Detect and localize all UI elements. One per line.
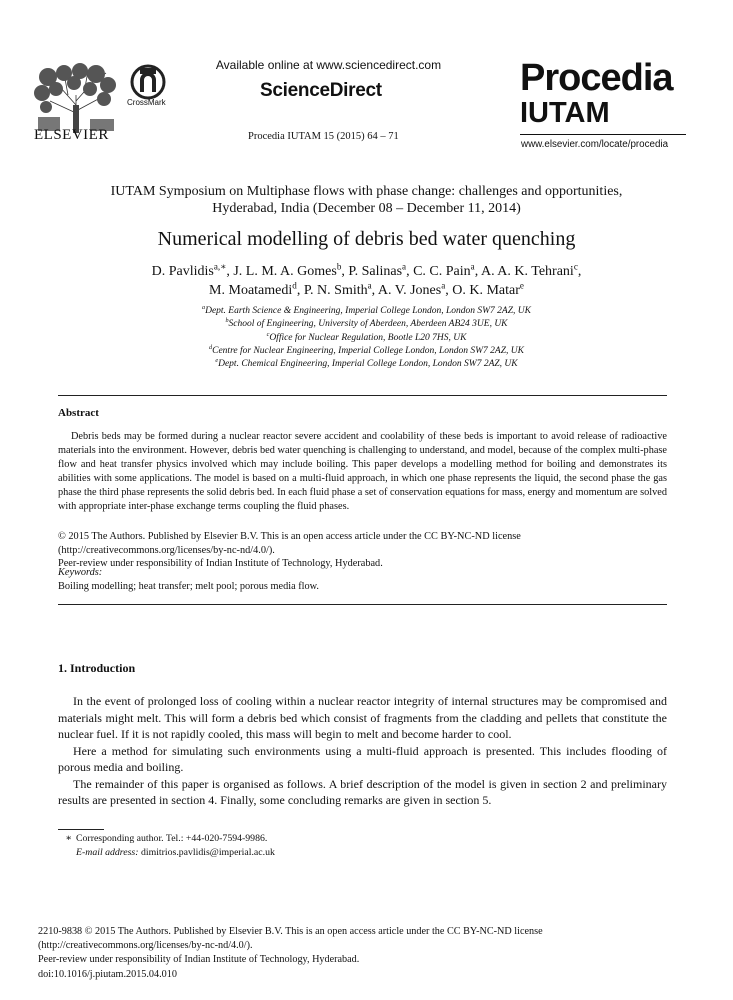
footnote: [58, 832, 275, 860]
license-link[interactable]: (http://creativecommons.org/licenses/by-nc-nd/4.0/).: [58, 544, 275, 556]
paragraph: In the event of prolonged loss of cooling within a nuclear reactor integrity of internal structures may be compromised and materials might melt. This will form a debris bed which consist of fragments from the cladding and pellets that constitute the nuclear fuel. If it is not rapidly cooled, this mass will begin to melt and become harder to cool.: [58, 694, 667, 741]
author-name: D. Pavlidis: [151, 264, 214, 279]
affiliation-text: Office for Nuclear Regulation, Bootle L20 7HS, UK: [269, 332, 467, 343]
author-affiliation-mark: a,∗: [213, 261, 227, 272]
author-separator: ,: [296, 283, 304, 298]
affiliation-text: Centre for Nuclear Engineering, Imperial College London, London SW7 2AZ, UK: [212, 345, 524, 356]
author-line-1: [40, 262, 693, 281]
affiliation: [40, 305, 693, 318]
affiliation-mark: d: [209, 344, 213, 351]
doi[interactable]: doi:10.1016/j.piutam.2015.04.010: [38, 968, 177, 980]
affiliation-text: Dept. Chemical Engineering, Imperial College London, London SW7 2AZ, UK: [218, 359, 518, 370]
license-line: © 2015 The Authors. Published by Elsevier B.V. This is an open access article under the CC BY-NC-ND license: [58, 531, 521, 542]
keywords: Boiling modelling; heat transfer; melt pool; porous media flow.: [58, 581, 319, 592]
introduction-body: [58, 693, 667, 809]
abstract-text: Debris beds may be formed during a nuclear reactor severe accident and coolability of these beds is important to avoid release of radioactive materials into the environment. However, debris bed water quenching is challenging to understand, and model, because of the complex multi-phase flow and heat transfer physics involved which may include boiling. This paper develops a modelling method for boiling and demonstrates its abilities with some applications. The model is based on a multi-fluid approach, in which one phase represents the liquid, the second phase the gas phase the third phase represents the solid debris bed. In each fluid phase a set of conservation equations for mass, energy and momentum are solved with appropriate inter-phase exchange terms coupling the fluid phases.: [58, 431, 667, 512]
affiliations: [40, 305, 693, 371]
keywords-heading: Keywords:: [58, 567, 103, 578]
copyright-footer: [38, 925, 543, 982]
peer-review-note: Peer-review under responsibility of Indian Institute of Technology, Hyderabad.: [38, 954, 360, 966]
author-name: M. Moatamedi: [209, 283, 293, 298]
author-separator: ,: [226, 264, 234, 279]
author-name: C. C. Pain: [413, 264, 471, 279]
paragraph: Here a method for simulating such environments using a multi-fluid approach is presented. This includes flooding of porous media and boiling.: [58, 743, 667, 774]
affiliation-text: Dept. Earth Science & Engineering, Imperial College London, London SW7 2AZ, UK: [205, 306, 531, 316]
section-heading-introduction: 1. Introduction: [58, 661, 136, 675]
author-separator: ,: [474, 264, 481, 279]
sciencedirect-logo[interactable]: ScienceDirect: [260, 80, 382, 101]
author-affiliation-mark: a: [470, 261, 475, 272]
author-affiliation-mark: a: [402, 261, 407, 272]
copyright-line: 2210-9838 © 2015 The Authors. Published by Elsevier B.V. This is an open access article under the CC BY-NC-ND license: [38, 926, 543, 937]
corresponding-author: [58, 832, 275, 846]
abstract-heading: Abstract: [58, 407, 99, 419]
author-affiliation-mark: a: [441, 280, 446, 291]
affiliation-mark: a: [202, 304, 206, 311]
footnote-divider: [58, 829, 104, 830]
affiliation-mark: c: [266, 331, 270, 338]
author-name: A. V. Jones: [377, 283, 442, 298]
author-separator: ,: [406, 264, 414, 279]
affiliation: [40, 358, 693, 371]
author-name: P. N. Smith: [303, 283, 368, 298]
email-address[interactable]: dimitrios.pavlidis@imperial.ac.uk: [140, 847, 275, 858]
affiliation: [40, 318, 693, 331]
affiliation-mark: e: [215, 358, 219, 365]
symposium-line-1: IUTAM Symposium on Multiphase flows with phase change: challenges and opportunities,: [110, 184, 623, 199]
author-affiliation-mark: b: [336, 261, 342, 272]
author-separator: ,: [371, 283, 378, 298]
license-notice: [58, 530, 521, 571]
crossmark-label: CrossMark: [127, 98, 166, 107]
author-affiliation-mark: e: [519, 280, 524, 291]
author-name: O. K. Matar: [452, 283, 520, 298]
procedia-url[interactable]: www.elsevier.com/locate/procedia: [521, 139, 669, 150]
affiliation-mark: b: [225, 318, 229, 325]
author-separator: ,: [341, 264, 349, 279]
symposium-info: [40, 183, 693, 217]
paragraph: The remainder of this paper is organised as follows. A brief description of the model is given in section 2 and preliminary results are presented in section 4. Finally, some concluding remarks are given in section 5.: [58, 776, 667, 807]
author-separator: ,: [577, 264, 582, 279]
author-name: P. Salinas: [348, 264, 403, 279]
footnote-mark: ∗: [65, 833, 72, 844]
license-link[interactable]: (http://creativecommons.org/licenses/by-nc-nd/4.0/).: [38, 940, 253, 952]
divider: [58, 604, 667, 605]
author-affiliation-mark: d: [292, 280, 297, 291]
procedia-logo: Procedia: [520, 57, 673, 99]
symposium-line-2: Hyderabad, India (December 08 – December 11, 2014): [212, 201, 521, 216]
author-line-2: [40, 281, 693, 300]
author-list: [40, 262, 693, 300]
author-affiliation-mark: a: [367, 280, 372, 291]
divider: [58, 395, 667, 396]
iutam-logo: IUTAM: [520, 97, 610, 129]
author-name: J. L. M. A. Gomes: [233, 264, 337, 279]
corresponding-text: Corresponding author. Tel.: +44-020-7594-9986.: [76, 833, 268, 844]
affiliation: [40, 332, 693, 345]
email-label: E-mail address:: [76, 847, 139, 858]
affiliation-text: School of Engineering, University of Aberdeen, Aberdeen AB24 3UE, UK: [228, 319, 508, 330]
paper-title: Numerical modelling of debris bed water quenching: [157, 228, 576, 250]
affiliation: [40, 345, 693, 358]
author-separator: ,: [445, 283, 453, 298]
publisher-name: ELSEVIER: [34, 127, 109, 143]
peer-review-note: Peer-review under responsibility of Indian Institute of Technology, Hyderabad.: [58, 558, 383, 569]
author-affiliation-mark: c: [573, 261, 578, 272]
journal-reference: Procedia IUTAM 15 (2015) 64 – 71: [248, 131, 399, 142]
available-online-text: Available online at www.sciencedirect.com: [215, 58, 442, 72]
email-line: [58, 846, 275, 860]
divider: [520, 134, 686, 135]
author-name: A. A. K. Tehrani: [480, 264, 574, 279]
